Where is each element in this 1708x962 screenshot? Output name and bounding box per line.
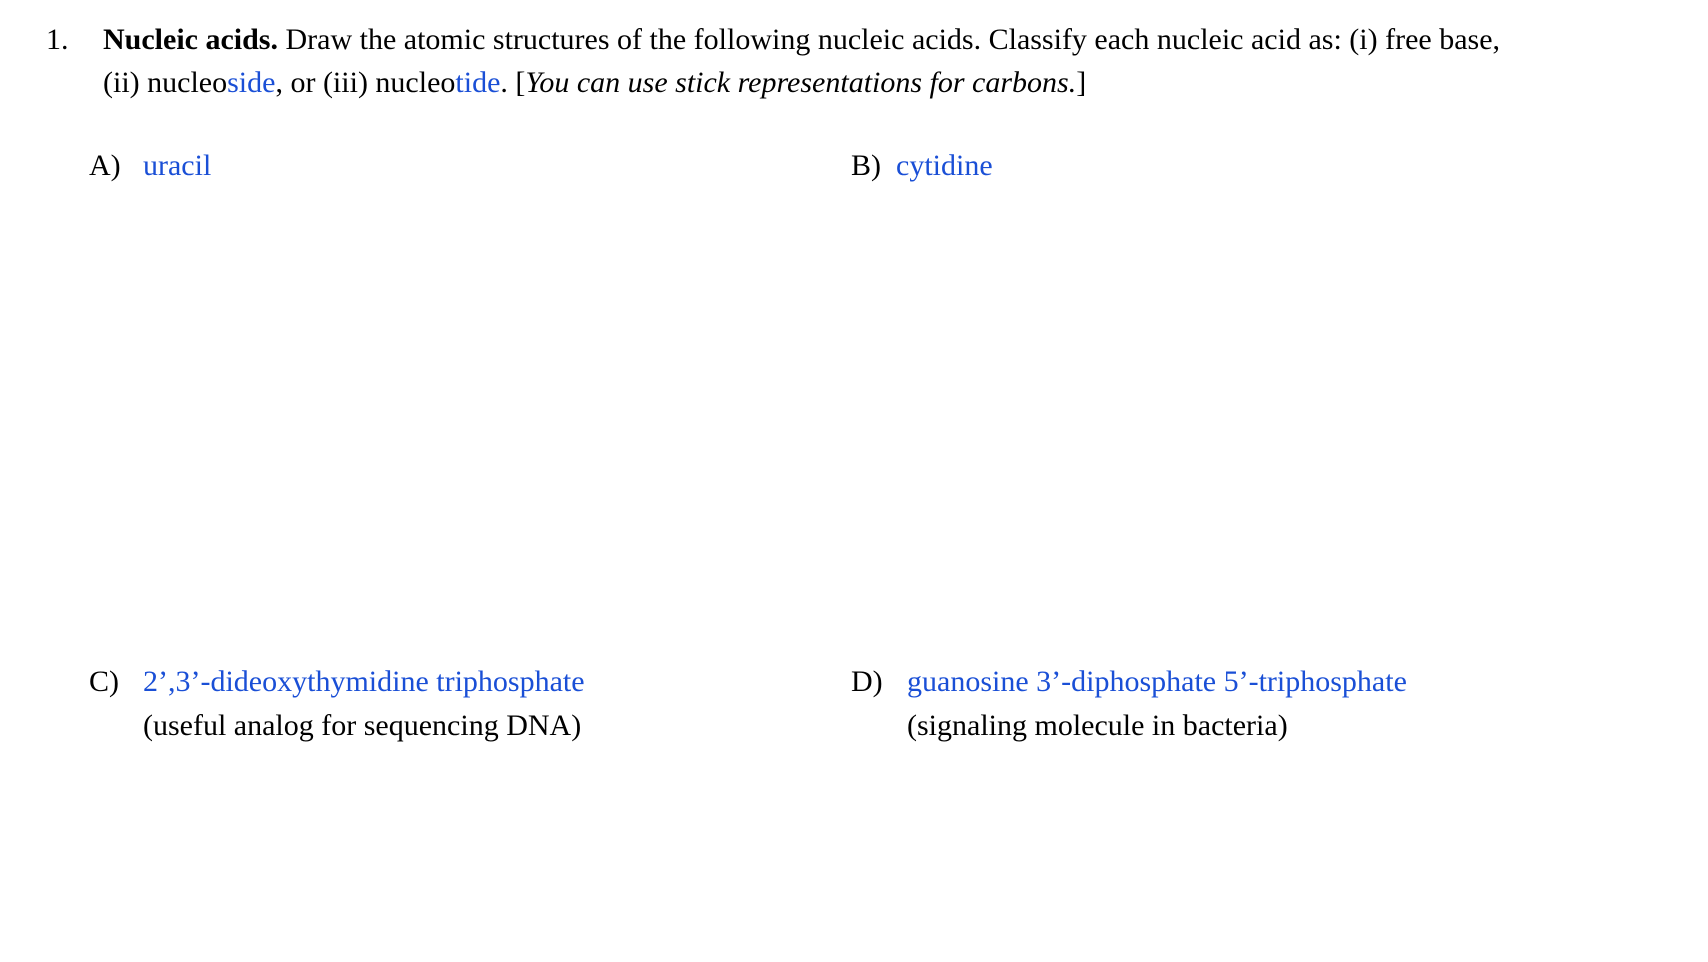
classification-text: . [ [500,66,526,99]
classification-text: , or (iii) nucleo [275,66,456,99]
molecule-name: 2’,3’-dideoxythymidine triphosphate [143,665,585,698]
classification-text: (ii) nucleo [103,66,228,99]
molecule-note: (useful analog for sequencing DNA) [143,709,582,742]
item-letter: A) [89,149,121,182]
molecule-name: cytidine [896,149,993,182]
molecule-note: (signaling molecule in bacteria) [907,709,1288,742]
question-heading: Nucleic acids. [103,23,278,56]
molecule-name: uracil [143,149,212,182]
question-number: 1. [46,23,69,56]
classification-text: ] [1076,66,1087,99]
drawing-hint: You can use stick representations for carbons. [525,66,1077,99]
molecule-name: guanosine 3’-diphosphate 5’-triphosphate [907,665,1407,698]
question-intro: Draw the atomic structures of the following nucleic acids. Classify each nucleic acid as: (i) free base, [277,23,1501,56]
item-letter: D) [851,665,883,698]
classification-highlight-tide: tide [455,66,501,99]
question-prompt-line-2 [103,63,1086,103]
classification-highlight-side: side [227,66,276,99]
item-letter: C) [89,665,119,698]
item-letter: B) [851,149,881,182]
question-prompt-line-1 [103,20,1500,60]
